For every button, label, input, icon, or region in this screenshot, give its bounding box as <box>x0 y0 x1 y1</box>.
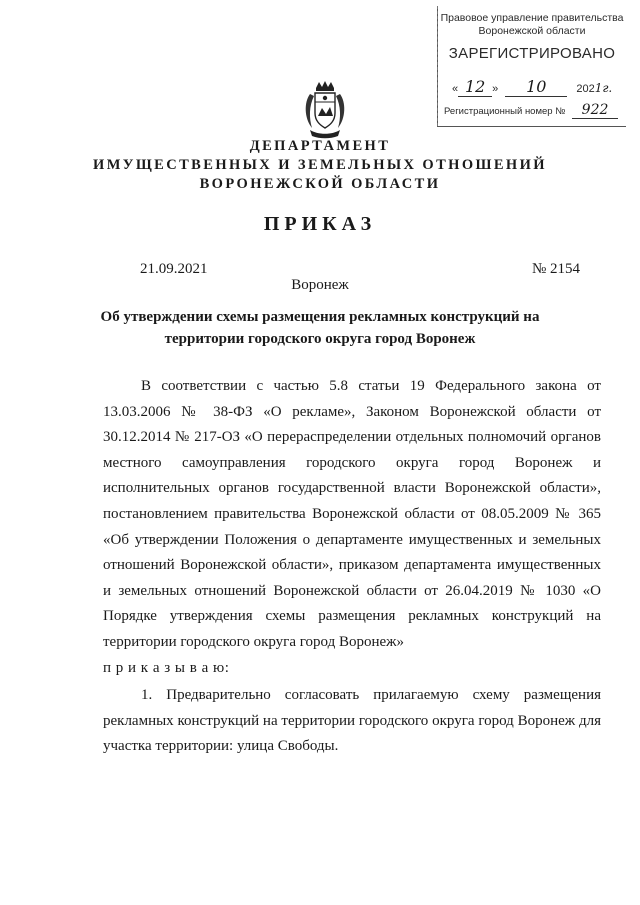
document-title-line2: территории городского округа город Воронеж <box>164 331 476 347</box>
department-line3: ВОРОНЕЖСКОЙ ОБЛАСТИ <box>199 176 441 192</box>
stamp-date: « 12 » 10 2021г. <box>452 77 613 96</box>
stamp-reg-label: Регистрационный номер № <box>444 106 566 117</box>
document-type: ПРИКАЗ <box>263 213 377 235</box>
stamp-day: 12 <box>458 77 492 97</box>
stamp-org-line1: Правовое управление правительства <box>440 12 624 24</box>
stamp-year-prefix: 202 <box>576 83 595 95</box>
stamp-border <box>437 6 438 126</box>
stamp-month: 10 <box>505 77 567 97</box>
stamp-reg-number <box>444 102 618 119</box>
stamp-year-suffix: 1г. <box>594 81 613 95</box>
document-title-line1: Об утверждении схемы размещения рекламных конструкций на <box>100 309 540 325</box>
department-line2: ИМУЩЕСТВЕННЫХ И ЗЕМЕЛЬНЫХ ОТНОШЕНИЙ <box>93 157 547 173</box>
stamp-reg-value: 922 <box>572 102 618 119</box>
document-number: № 2154 <box>532 261 581 277</box>
order-item-1: 1. Предварительно согласовать прилагаемую схему размещения рекламных конструкций на территории городского округа город Воронеж для участка территории: улица Свободы. <box>103 687 601 755</box>
document-date: 21.09.2021 <box>140 261 208 277</box>
order-word: п р и к а з ы в а ю: <box>103 660 230 676</box>
stamp-registered-label: ЗАРЕГИСТРИРОВАНО <box>448 45 616 62</box>
registration-stamp <box>437 6 626 127</box>
stamp-org-line2: Воронежской области <box>478 25 586 37</box>
coat-of-arms-emblem <box>300 80 350 140</box>
body-preamble: В соответствии с частью 5.8 статьи 19 Федерального закона от 13.03.2006 № 38-ФЗ «О рекламе», Законом Воронежской области от 30.12.2014 № 217-ОЗ «О перераспределении отдельных полномочий органов местного самоуправления городского округа город Воронеж и исполнительных органов государственной власти Воронежской области», постановлением правительства Воронежской области от 08.05.2009 № 365 «Об утверждении Положения о департаменте имущественных и земельных отношений Воронежской области», приказом департамента имущественных и земельных отношений Воронежской области от 26.04.2019 № 1030 «О Порядке утверждения схемы размещения рекламных конструкций на территории городского округа город Воронеж» <box>103 378 601 650</box>
document-city: Воронеж <box>291 277 349 293</box>
department-line1: ДЕПАРТАМЕНТ <box>249 138 391 154</box>
